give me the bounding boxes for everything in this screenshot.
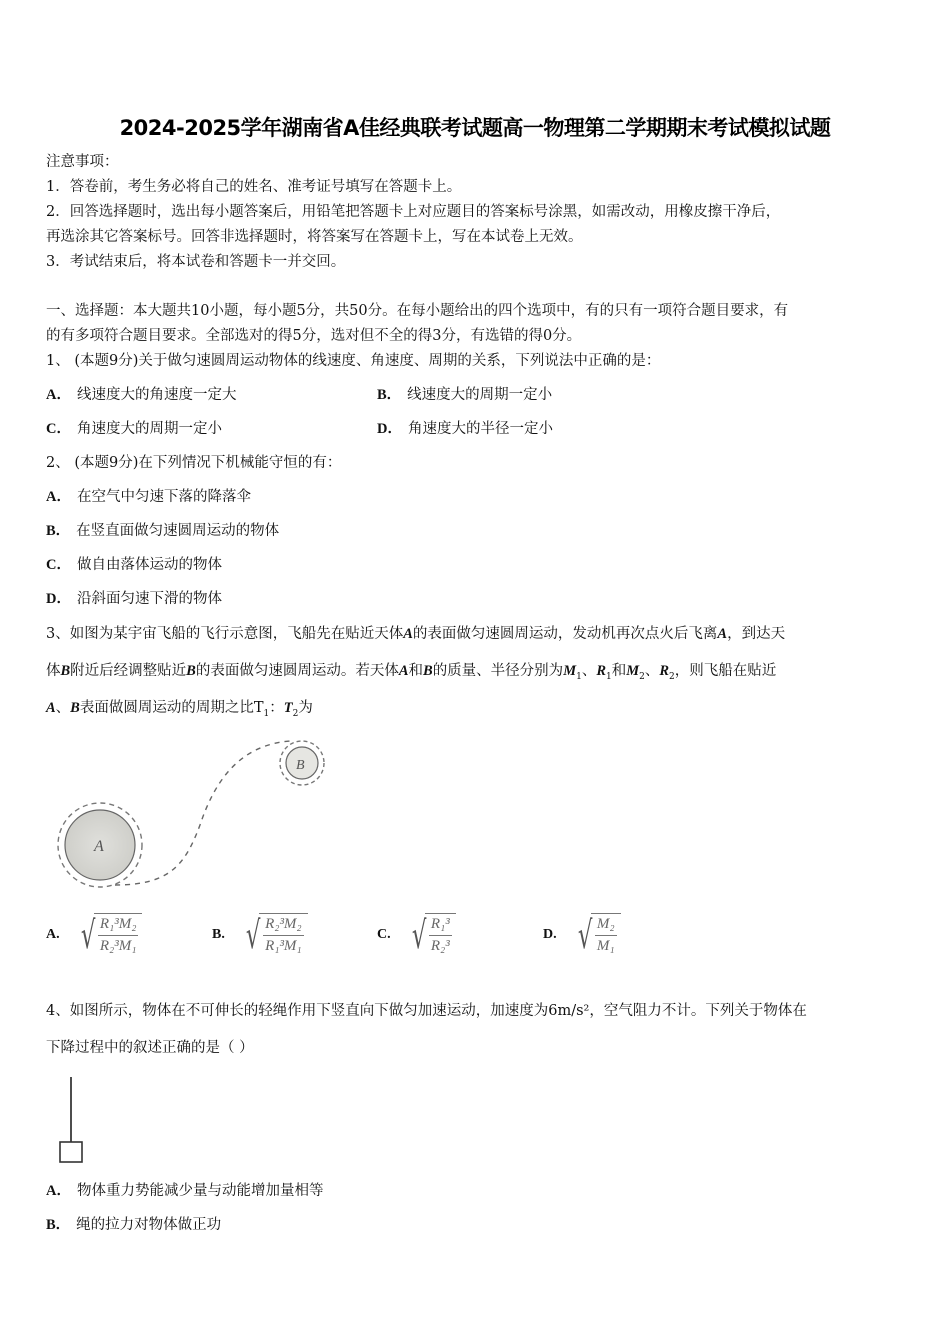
option-label: B． [377, 387, 402, 403]
body-b-label: B [296, 758, 305, 773]
body-a-planet [58, 803, 142, 887]
q3-option-a[interactable] [46, 913, 142, 957]
option-label: D． [377, 421, 402, 437]
stem-text: 的质量、半径分别为 [432, 663, 564, 679]
fraction [425, 913, 456, 957]
stem-text: 的表面做匀速圆周运动。若天体 [195, 663, 399, 679]
q1-option-d[interactable] [377, 419, 553, 439]
q2-option-a[interactable] [46, 487, 251, 507]
denominator: R₂³ [430, 938, 450, 954]
notice-item-2: 2．回答选择题时，选出每小题答案后，用铅笔把答题卡上对应题目的答案标号涂黑，如需改动，用橡皮擦干净后， [46, 204, 781, 220]
separator: 、 [55, 700, 71, 716]
option-label: D． [46, 591, 71, 607]
section-instructions-line2: 的有多项符合题目要求。全部选对的得5分，选对但不全的得3分，有选错的得0分。 [46, 328, 582, 344]
question-4-stem-line1: 4、如图所示，物体在不可伸长的轻绳作用下竖直向下做匀加速运动，加速度为6m/s²，空气阻力不计。下列关于物体在 [46, 1003, 807, 1019]
option-label: C． [46, 421, 71, 437]
separator: 、 [644, 663, 660, 679]
stem-text: 的表面做匀速圆周运动，发动机再次点火后飞离 [412, 626, 718, 642]
var-a: A [717, 626, 728, 642]
denominator: M₁ [596, 938, 615, 954]
radical-sign: √ [245, 913, 261, 957]
stem-text: 和 [408, 663, 424, 679]
q1-option-b[interactable] [377, 385, 552, 405]
subscript: 2 [292, 708, 299, 719]
option-text: 角速度大的周期一定小 [76, 421, 222, 437]
subscript: 1 [606, 671, 612, 682]
var-a: A [398, 663, 409, 679]
option-label: A. [46, 927, 60, 942]
var-b: B [70, 700, 80, 716]
stem-text: 3、如图为某宇宙飞船的飞行示意图，飞船先在贴近天体 [46, 626, 404, 642]
sqrt-expression [407, 913, 456, 957]
question-3-stem-line1 [46, 624, 785, 644]
radical-sign: √ [411, 913, 426, 957]
numerator: R₁³ [429, 916, 452, 936]
stem-text: ，则飞船在贴近 [674, 663, 777, 679]
option-label: B. [212, 927, 225, 942]
subscript: 2 [639, 671, 645, 682]
option-label: C. [377, 927, 391, 942]
var-m: M [563, 663, 577, 679]
option-text: 绳的拉力对物体做正功 [76, 1217, 222, 1233]
sqrt-expression [241, 913, 308, 957]
q2-option-d[interactable] [46, 589, 222, 609]
q2-option-b[interactable] [46, 521, 279, 541]
option-text: 角速度大的半径一定小 [407, 421, 553, 437]
var-r: R [596, 663, 606, 679]
denominator: R₁³M₁ [265, 938, 302, 954]
numerator: M₂ [595, 916, 617, 936]
section-instructions-line1: 一、选择题：本大题共10小题，每小题5分，共50分。在每小题给出的四个选项中，有的只有一项符合题目要求，有 [46, 303, 789, 319]
question-1-stem: 1、 (本题9分)关于做匀速圆周运动物体的线速度、角速度、周期的关系，下列说法中正确的是： [46, 353, 661, 369]
var-b: B [186, 663, 196, 679]
q1-option-a[interactable] [46, 385, 236, 405]
transfer-orbit-path [115, 741, 290, 885]
denominator: R₂³M₁ [99, 938, 137, 954]
option-label: C． [46, 557, 71, 573]
var-b: B [60, 663, 71, 679]
radical-sign: √ [577, 913, 592, 957]
sqrt-expression [76, 913, 143, 957]
stem-text: 为 [298, 700, 313, 716]
question-4-stem-line2: 下降过程中的叙述正确的是（ ） [46, 1040, 254, 1056]
q3-option-d[interactable] [543, 913, 621, 957]
subscript: 1 [263, 708, 270, 719]
hanging-block-diagram [55, 1075, 95, 1167]
body-b-planet [280, 741, 324, 785]
option-text: 在空气中匀速下落的降落伞 [76, 489, 251, 505]
option-label: A． [46, 387, 71, 403]
numerator: R₂³M₂ [263, 916, 304, 936]
var-a: A [403, 626, 413, 642]
separator: 和 [611, 663, 627, 679]
option-text: 线速度大的角速度一定大 [76, 387, 237, 403]
option-text: 线速度大的周期一定小 [407, 387, 553, 403]
var-b: B [423, 663, 433, 679]
q2-option-c[interactable] [46, 555, 222, 575]
block [60, 1142, 82, 1162]
option-label: D. [543, 927, 557, 942]
q4-option-a[interactable] [46, 1181, 323, 1201]
option-label: A． [46, 1183, 71, 1199]
question-2-stem: 2、 (本题9分)在下列情况下机械能守恒的有： [46, 455, 342, 471]
fraction [591, 913, 621, 957]
fraction [94, 913, 143, 957]
body-a-label: A [94, 838, 104, 855]
q1-option-c[interactable] [46, 419, 222, 439]
separator: 、 [581, 663, 597, 679]
var-r: R [659, 663, 670, 679]
document-title: 2024-2025学年湖南省A佳经典联考试题高一物理第二学期期末考试模拟试题 [119, 116, 831, 140]
option-text: 做自由落体运动的物体 [76, 557, 222, 573]
sqrt-expression [573, 913, 621, 957]
var-t: T [283, 700, 293, 716]
var-m: M [626, 663, 640, 679]
stem-text: 表面做圆周运动的周期之比 [79, 700, 254, 716]
subscript: 1 [576, 671, 582, 682]
fraction [259, 913, 308, 957]
question-3-stem-line2 [46, 661, 776, 687]
option-text: 沿斜面匀速下滑的物体 [76, 591, 222, 607]
notice-item-3: 3．考试结束后，将本试卷和答题卡一并交回。 [46, 254, 346, 270]
notice-item-2-cont: 再选涂其它答案标号。回答非选择题时，将答案写在答题卡上，写在本试卷上无效。 [46, 229, 583, 245]
radical-sign: √ [80, 913, 95, 957]
q4-option-b[interactable] [46, 1215, 221, 1235]
stem-text: ，到达天 [727, 626, 786, 642]
option-text: 物体重力势能减少量与动能增加量相等 [76, 1183, 324, 1199]
option-label: B． [46, 523, 71, 539]
q3-option-b[interactable] [212, 913, 308, 957]
var-t: T [253, 700, 264, 716]
option-label: B． [46, 1217, 71, 1233]
notice-item-1: 1．答卷前，考生务必将自己的姓名、准考证号填写在答题卡上。 [46, 179, 462, 195]
numerator: R₁³M₂ [98, 916, 139, 936]
q3-option-c[interactable] [377, 913, 456, 957]
stem-text: 附近后经调整贴近 [70, 663, 187, 679]
question-3-stem-line3 [46, 698, 313, 724]
subscript: 2 [669, 671, 675, 682]
option-text: 在竖直面做匀速圆周运动的物体 [76, 523, 280, 539]
notice-heading: 注意事项： [46, 154, 119, 170]
var-a: A [46, 700, 56, 716]
separator: ： [269, 700, 284, 716]
stem-text: 体 [46, 663, 61, 679]
option-label: A． [46, 489, 71, 505]
spacecraft-orbit-diagram [40, 725, 360, 895]
